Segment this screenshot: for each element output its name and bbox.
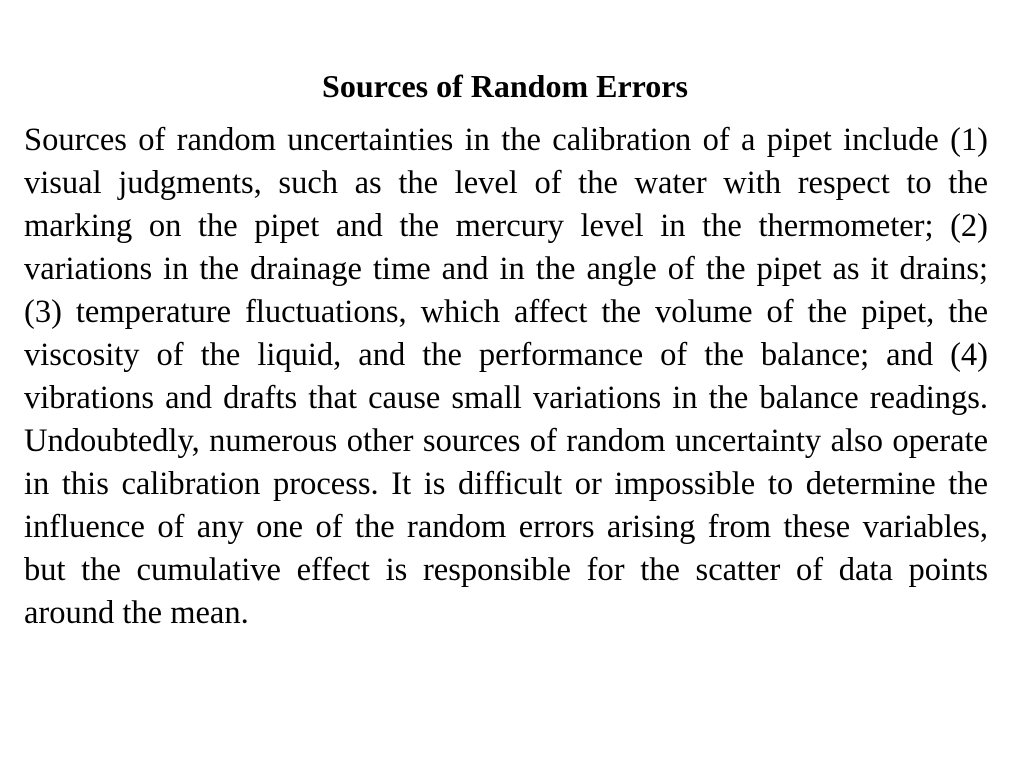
slide-title: Sources of Random Errors xyxy=(322,68,688,104)
slide-body-text: Sources of random uncertainties in the calibration of a pipet include (1) visual judgments, such as the level of the water with respect to the marking on the pipet and the mercury level in the thermometer; (2) variations in the drainage time and in the angle of the pipet as it drains; (3) temperature fluctuations, which affect the volume of the pipet, the viscosity of the liquid, and the performance of the balance; and (4) vibrations and drafts that cause small variations in the balance readings. Undoubtedly, numerous other sources of random uncertainty also operate in this calibration process. It is difficult or impossible to determine the influence of any one of the random errors arising from these variables, but the cumulative effect is responsible for the scatter of data points around the mean. xyxy=(24,122,988,631)
